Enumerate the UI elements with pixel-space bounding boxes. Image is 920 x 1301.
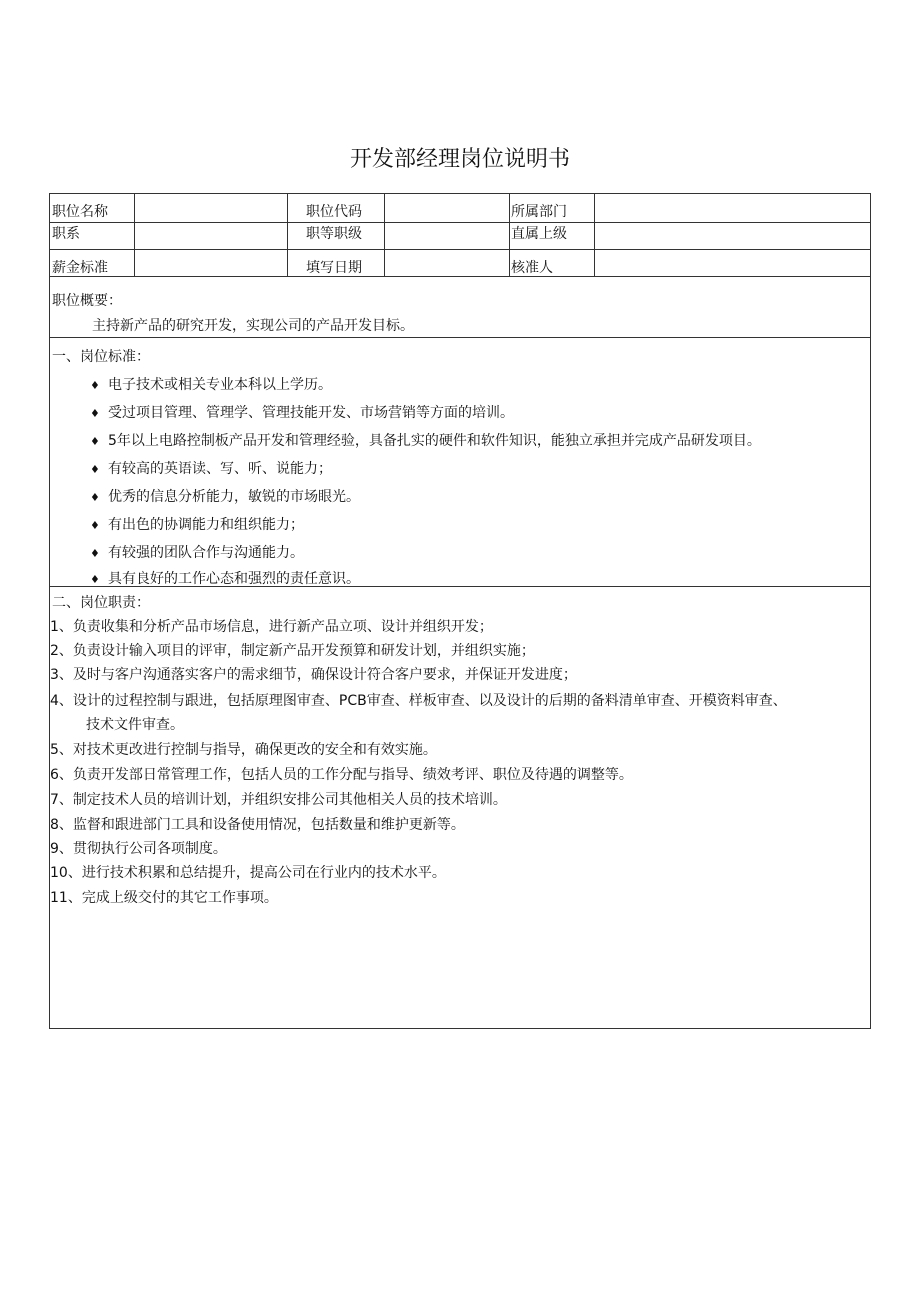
duty-item-continuation: 技术文件审查。 [86, 717, 184, 733]
label-position-code: 职位代码 [306, 204, 362, 220]
label-fill-date: 填写日期 [306, 260, 362, 276]
duties-label: 二、岗位职责： [52, 595, 150, 611]
duty-item: 1、负责收集和分析产品市场信息，进行新产品立项、设计并组织开发； [50, 619, 493, 635]
label-position-name: 职位名称 [52, 204, 108, 220]
duty-item: 10、进行技术积累和总结提升，提高公司在行业内的技术水平。 [50, 865, 446, 881]
page-title: 开发部经理岗位说明书 [349, 147, 570, 172]
diamond-bullet-icon: ♦ [90, 463, 100, 476]
duty-item: 5、对技术更改进行控制与指导，确保更改的安全和有效实施。 [50, 742, 437, 758]
duty-item: 2、负责设计输入项目的评审，制定新产品开发预算和研发计划，并组织实施； [50, 643, 535, 659]
row-divider [50, 276, 870, 277]
label-grade-level: 职等职级 [306, 226, 362, 242]
diamond-bullet-icon: ♦ [90, 519, 100, 532]
duty-item: 4、设计的过程控制与跟进，包括原理图审查、PCB审查、样板审查、以及设计的后期的备料清单审查、开模资料审查、 [50, 693, 787, 709]
row-divider [50, 337, 870, 338]
standard-item: ♦ 5年以上电路控制板产品开发和管理经验，具备扎实的硬件和软件知识，能独立承担并完成产品研发项目。 [90, 433, 761, 449]
col-divider [287, 194, 288, 277]
row-divider [50, 222, 870, 223]
standard-item: ♦ 受过项目管理、管理学、管理技能开发、市场营销等方面的培训。 [90, 405, 514, 421]
label-salary-standard: 薪金标准 [52, 260, 108, 276]
duty-item: 3、及时与客户沟通落实客户的需求细节，确保设计符合客户要求，并保证开发进度； [50, 667, 577, 683]
diamond-bullet-icon: ♦ [90, 435, 100, 448]
standard-item: ♦ 优秀的信息分析能力，敏锐的市场眼光。 [90, 489, 360, 505]
duty-item: 6、负责开发部日常管理工作，包括人员的工作分配与指导、绩效考评、职位及待遇的调整等。 [50, 767, 633, 783]
diamond-bullet-icon: ♦ [90, 547, 100, 560]
standards-label: 一、岗位标准： [52, 349, 150, 365]
label-direct-supervisor: 直属上级 [511, 226, 567, 242]
col-divider [509, 194, 510, 277]
overview-text: 主持新产品的研究开发，实现公司的产品开发目标。 [92, 318, 414, 334]
duty-item: 8、监督和跟进部门工具和设备使用情况，包括数量和维护更新等。 [50, 817, 465, 833]
job-description-table [49, 193, 871, 1029]
diamond-bullet-icon: ♦ [90, 379, 100, 392]
col-divider [134, 194, 135, 277]
label-approver: 核准人 [511, 260, 553, 276]
standard-item: ♦ 有较高的英语读、写、听、说能力； [90, 461, 332, 477]
label-job-family: 职系 [52, 226, 80, 242]
label-department: 所属部门 [511, 204, 567, 220]
diamond-bullet-icon: ♦ [90, 573, 100, 586]
diamond-bullet-icon: ♦ [90, 407, 100, 420]
standard-item: ♦ 有较强的团队合作与沟通能力。 [90, 545, 304, 561]
overview-label: 职位概要： [52, 293, 122, 309]
col-divider [594, 194, 595, 277]
diamond-bullet-icon: ♦ [90, 491, 100, 504]
standard-item: ♦ 有出色的协调能力和组织能力； [90, 517, 304, 533]
row-divider [50, 249, 870, 250]
duty-item: 7、制定技术人员的培训计划，并组织安排公司其他相关人员的技术培训。 [50, 792, 507, 808]
standard-item: ♦ 具有良好的工作心态和强烈的责任意识。 [90, 571, 360, 587]
duty-item: 9、贯彻执行公司各项制度。 [50, 841, 227, 857]
col-divider [384, 194, 385, 277]
standard-item: ♦ 电子技术或相关专业本科以上学历。 [90, 377, 332, 393]
duty-item: 11、完成上级交付的其它工作事项。 [50, 890, 278, 906]
